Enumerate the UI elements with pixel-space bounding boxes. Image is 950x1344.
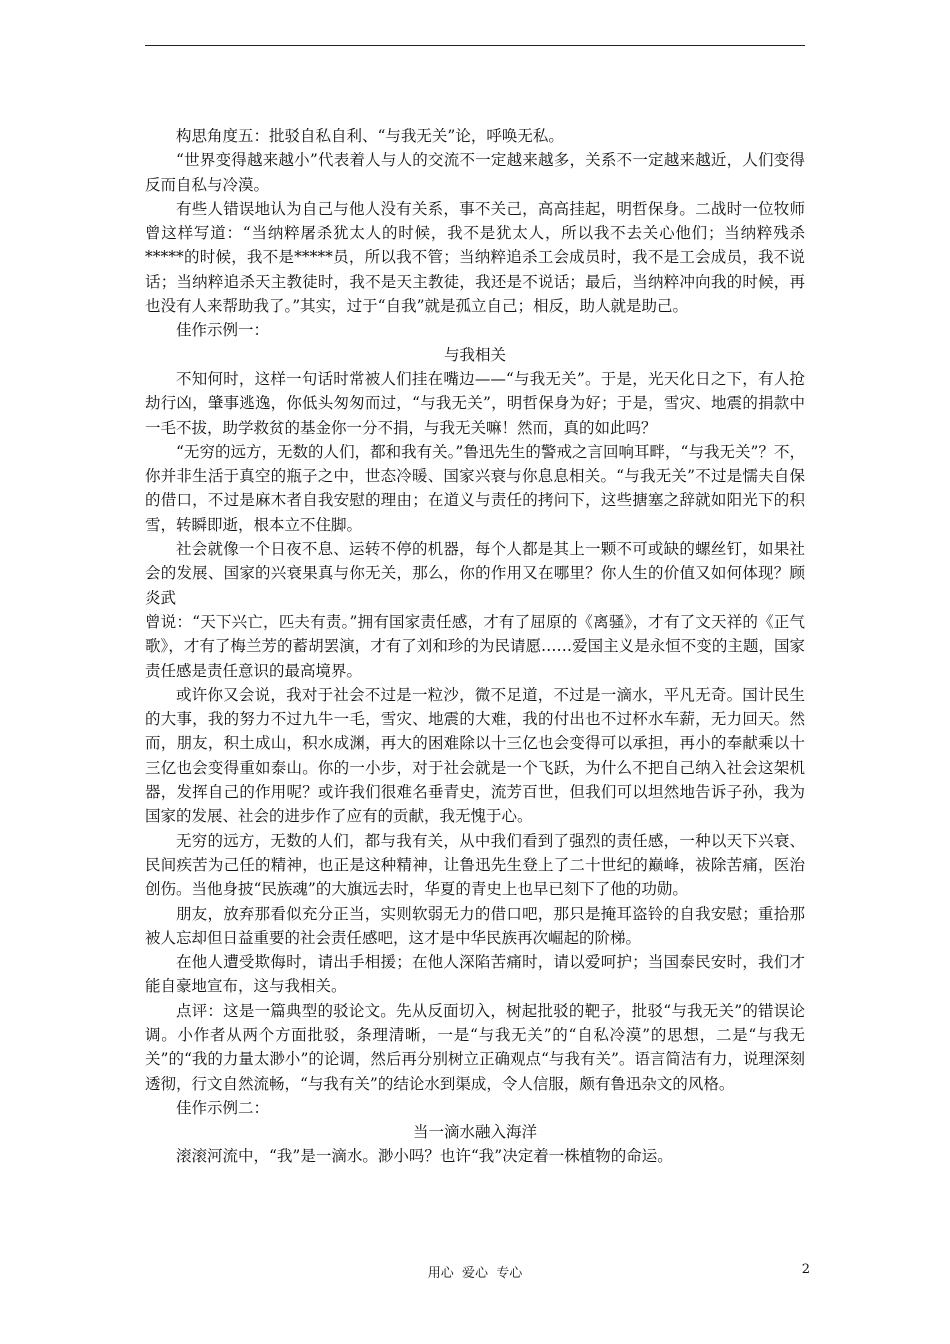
footer-motto: 用心 爱心 专心 (427, 1266, 523, 1281)
paragraph: 不知何时，这样一句话时常被人们挂在嘴边——“与我无关”。于是，光天化日之下，有人抢劫行凶，肇事逃逸，你低头匆匆而过，“与我无关”，明哲保身为好；于是，雪灾、地震的捐款中一毛不拔，助学救贫的基金你一分不捐，与我无关嘛！然而，真的如此吗？ (145, 369, 805, 437)
paragraph: 在他人遭受欺侮时，请出手相援；在他人深陷苦痛时，请以爱呵护；当国泰民安时，我们才能自豪地宣布，这与我相关。 (145, 953, 805, 996)
paragraph: 社会就像一个日夜不息、运转不停的机器，每个人都是其上一颗不可或缺的螺丝钉，如果社会的发展、国家的兴衰果真与你无关，那么，你的作用又在哪里？你人生的价值又如何体现？顾炎武 (145, 540, 805, 607)
paragraph: 佳作示例二： (176, 1098, 270, 1117)
paragraph: 佳作示例一： (176, 321, 270, 340)
paragraph: “无穷的远方，无数的人们，都和我有关。”鲁迅先生的警戒之言回响耳畔，“与我无关”？不，你并非生活于真空的瓶子之中，世态冷暖、国家兴衰与你息息相关。“与我无关”不过是懦夫自保的借口，不过是麻木者自我安慰的理由；在道义与责任的拷问下，这些搪塞之辞就如阳光下的积雪，转瞬即逝，根本立不住脚。 (145, 442, 805, 534)
header-rule (145, 45, 805, 46)
paragraph: “世界变得越来越小”代表着人与人的交流不一定越来越多，关系不一定越来越近，人们变得反而自私与冷漠。 (145, 151, 805, 194)
paragraph: 无穷的远方，无数的人们，都与我有关，从中我们看到了强烈的责任感，一种以天下兴衰、民间疾苦为己任的精神，也正是这种精神，让鲁迅先生登上了二十世纪的巅峰，祓除苦痛，医治创伤。当他身披“民族魂”的大旗远去时，华夏的青史上也早已刻下了他的功勋。 (145, 831, 805, 899)
essay-title: 当一滴水融入海洋 (412, 1123, 537, 1142)
paragraph: 朋友，放弃那看似充分正当，实则软弱无力的借口吧，那只是掩耳盗铃的自我安慰；重拾那被人忘却但日益重要的社会责任感吧，这才是中华民族再次崛起的阶梯。 (145, 904, 805, 947)
page-number: 2 (801, 1262, 810, 1277)
paragraph: 有些人错误地认为自己与他人没有关系，事不关己，高高挂起，明哲保身。二战时一位牧师曾这样写道：“当纳粹屠杀犹太人的时候，我不是犹太人，所以我不去关心他们；当纳粹残杀*****的时候，我不是*****员，所以我不管；当纳粹追杀工会成员时，我不是工会成员，我不说话；当纳粹追杀天主教徒时，我不是天主教徒，我还是不说话；最后，当纳粹冲向我的时候，再也没有人来帮助我了。”其实，过于“自我”就是孤立自己；相反，助人就是助己。 (145, 199, 805, 316)
essay-title: 与我相关 (443, 345, 506, 364)
paragraph: 或许你又会说，我对于社会不过是一粒沙，微不足道，不过是一滴水，平凡无奇。国计民生的大事，我的努力不过九牛一毛，雪灾、地震的大难，我的付出也不过杯水车薪，无力回天。然而，朋友，积土成山，积水成渊，再大的困难除以十三亿也会变得可以承担，再小的奉献乘以十三亿也会变得重如泰山。你的一小步，对于社会就是一个飞跃，为什么不把自己纳入社会这架机器，发挥自己的作用呢？或许我们很难名垂青史，流芳百世，但我们可以坦然地告诉子孙，我为国家的发展、社会的进步作了应有的贡献，我无愧于心。 (145, 685, 805, 826)
paragraph: 构思角度五：批驳自私自利、“与我无关”论，呼唤无私。 (176, 127, 564, 145)
paragraph: 滚滚河流中，“我”是一滴水。渺小吗？也许“我”决定着一株植物的命运。 (176, 1147, 673, 1166)
paragraph: 点评：这是一篇典型的驳论文。先从反面切入，树起批驳的靶子，批驳“与我无关”的错误论调。小作者从两个方面批驳，条理清晰，一是“与我无关”的“自私冷漠”的思想，二是“与我无关”的“我的力量太渺小”的论调，然后再分别树立正确观点“与我有关”。语言简洁有力，说理深刻透彻，行文自然流畅，“与我有关”的结论水到渠成，令人信服，颇有鲁迅杂文的风格。 (145, 1001, 805, 1093)
paragraph-continuation: 曾说：“天下兴亡，匹夫有责。”拥有国家责任感，才有了屈原的《离骚》，才有了文天祥的《正气歌》，才有了梅兰芳的蓄胡罢演，才有了刘和珍的为民请愿……爱国主义是永恒不变的主题，国家责任感是责任意识的最高境界。 (145, 612, 805, 680)
document-body (145, 124, 805, 1169)
